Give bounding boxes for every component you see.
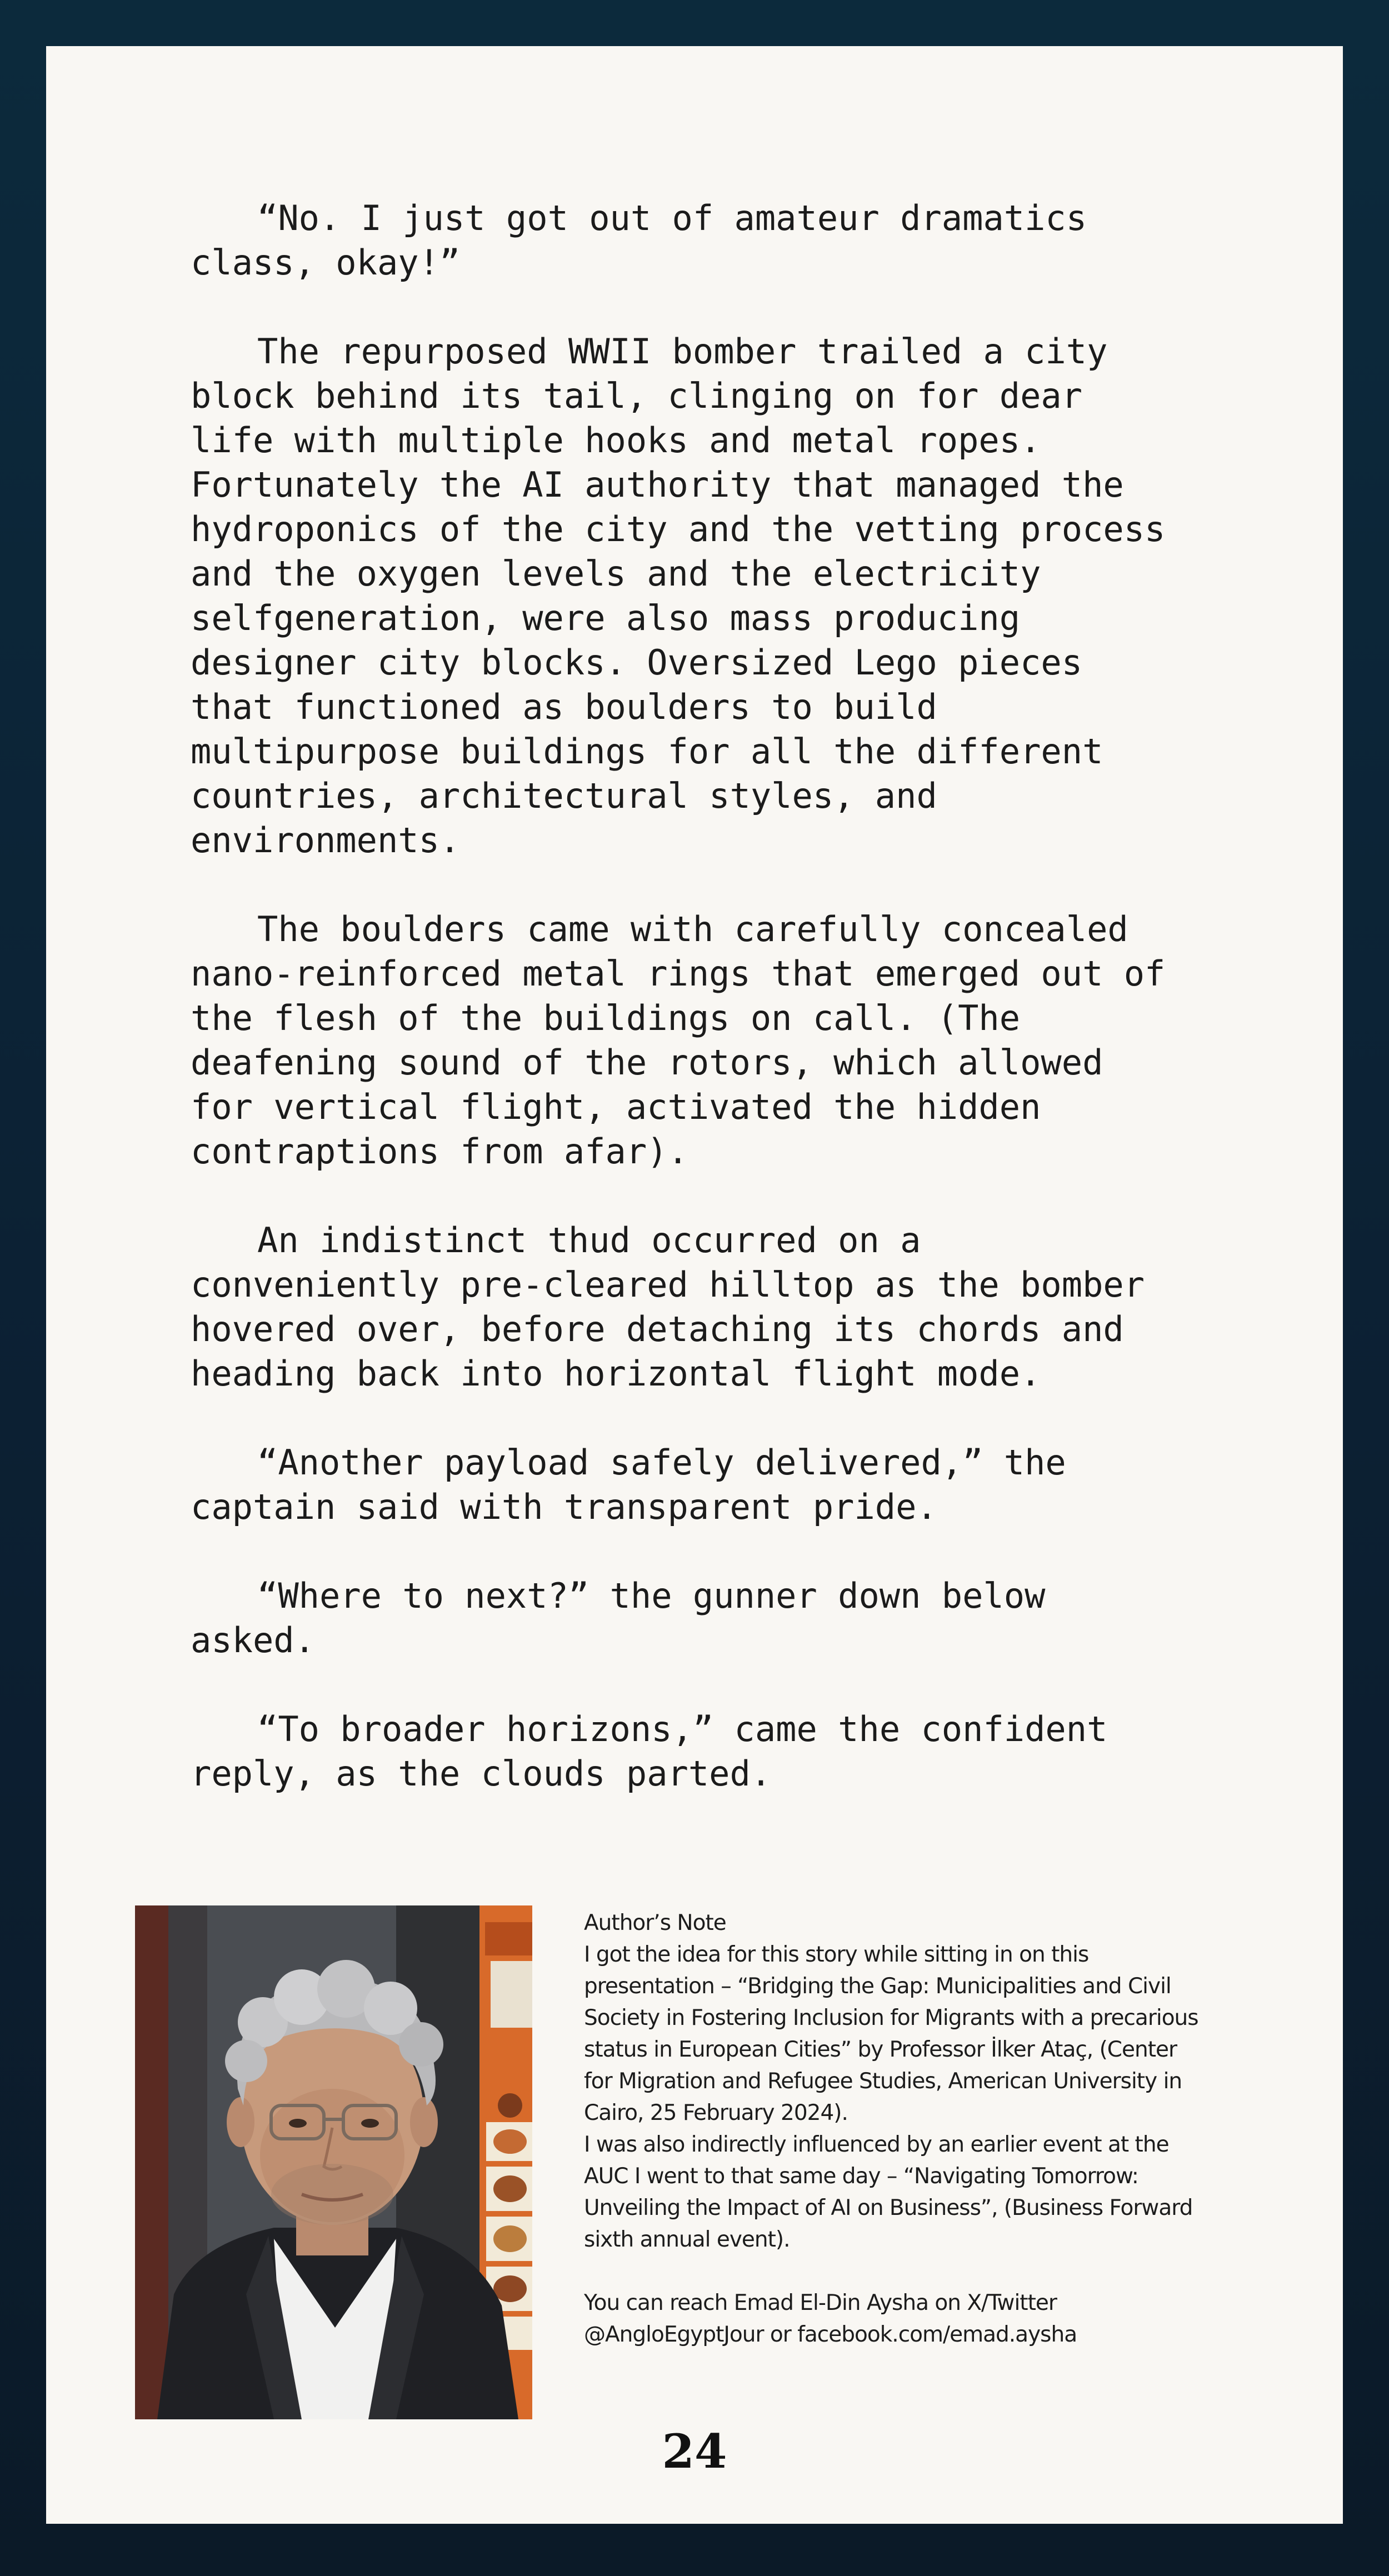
story-text — [191, 196, 1246, 1796]
authors-note-paragraph-1: I got the idea for this story while sitting in on this presentation – “Bridging the Gap: Municipalities and Civil Society in Fostering Inclusion for Migrants with a precarious status in European Cities” by Professor İlker Ataç, (Center for Migration and Refugee Studies, American University in Cairo, 25 February 2024). — [584, 1942, 1198, 2125]
author-photo — [135, 1905, 532, 2419]
author-contact: You can reach Emad El-Din Aysha on X/Twitter @AngloEgyptJour or facebook.com/emad.aysha — [584, 2290, 1077, 2347]
spacer — [584, 2255, 1284, 2287]
page-number: 24 — [662, 2424, 727, 2479]
story-paragraph-6: “Where to next?” the gunner down below asked. — [191, 1575, 1046, 1660]
story-paragraph-3: The boulders came with carefully concealed nano-reinforced metal rings that emerged out of the flesh of the buildings on call. (The deafening sound of the rotors, which allowed for vertical flight, activated the hidden contraptions from afar). — [191, 909, 1166, 1172]
story-paragraph-1: “No. I just got out of amateur dramatics class, okay!” — [191, 198, 1087, 283]
authors-note-paragraph-2: I was also indirectly influenced by an earlier event at the AUC I went to that same day – “Navigating Tomorrow: Unveiling the Impact of AI on Business”, (Business Forward sixth annual event). — [584, 2132, 1193, 2252]
story-paragraph-2: The repurposed WWII bomber trailed a city block behind its tail, clinging on for dear life with multiple hooks and metal ropes. Fortunately the AI authority that managed the hydroponics of the city and the vetting process and the oxygen levels and the electricity selfgeneration, were also mass producing designer city blocks. Oversized Lego pieces that functioned as boulders to build multipurpose buildings for all the different countries, architectural styles, and environments. — [191, 331, 1166, 861]
authors-note — [584, 1907, 1284, 2350]
book-page — [46, 46, 1343, 2524]
story-paragraph-4: An indistinct thud occurred on a conveniently pre-cleared hilltop as the bomber hovered over, before detaching its chords and heading back into horizontal flight mode. — [191, 1220, 1145, 1394]
authors-note-heading: Author’s Note — [584, 1910, 726, 1935]
story-paragraph-7: “To broader horizons,” came the confident reply, as the clouds parted. — [191, 1709, 1108, 1794]
story-paragraph-5: “Another payload safely delivered,” the captain said with transparent pride. — [191, 1442, 1066, 1527]
